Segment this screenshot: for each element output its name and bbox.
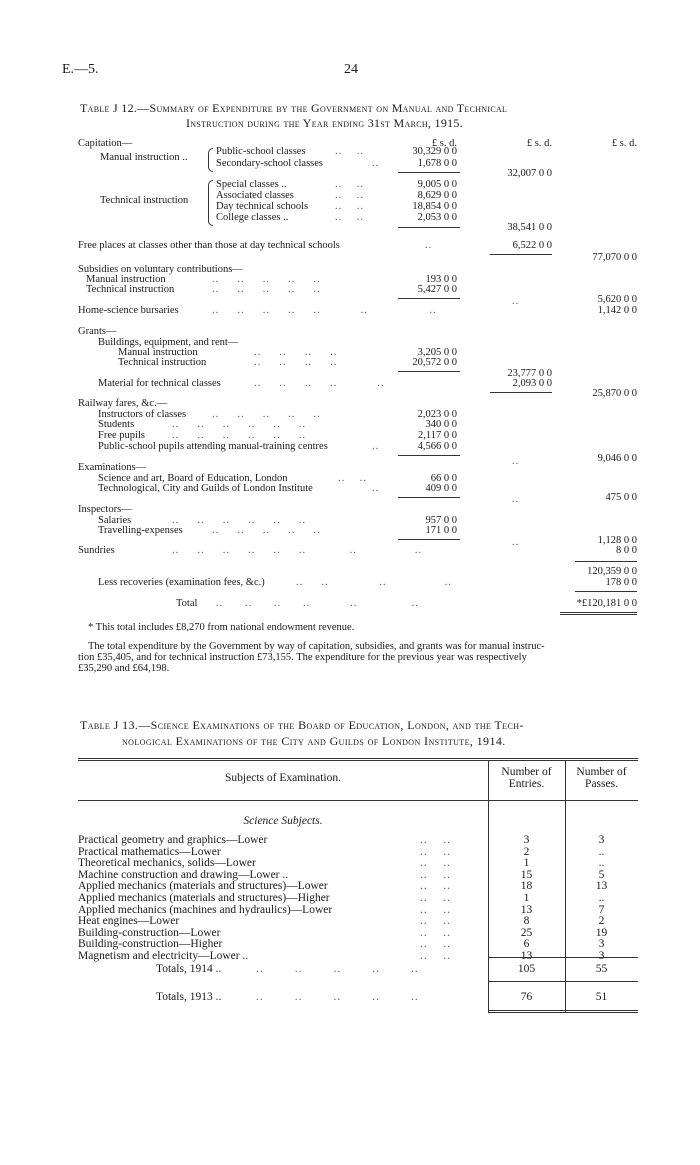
secondary-value: 1,678 0 0 (417, 158, 457, 169)
entries-value: 1 (523, 892, 530, 904)
buildings-label: Buildings, equipment, and rent— (98, 337, 239, 348)
passes-value: 19 (595, 926, 608, 939)
free-pupils-value: 2,117 0 0 (418, 430, 457, 441)
col-head-1: £ s. d. (431, 138, 457, 149)
subsidies-label: Subsidies on voluntary contributions— (78, 264, 243, 275)
para-line2: tion £35,405, and for technical instruction £73,155. The expenditure for the previous year was respectively (78, 652, 527, 663)
passes-value: 3 (598, 950, 605, 962)
table13-title-line2: nological Examinations of the City and Guilds of London Institute, 1914. (122, 734, 506, 748)
b-manual-value: 3,205 0 0 (417, 347, 457, 358)
page-number: 24 (344, 62, 358, 77)
col-head-2: £ s. d. (526, 138, 552, 149)
railway-label: Railway fares, &c.— (78, 398, 168, 409)
col-subjects-header: Subjects of Examination. (225, 772, 341, 784)
public-label: Public-school classes (216, 146, 306, 157)
passes-value: .. (598, 892, 605, 904)
subject-label: Building-construction—Higher (78, 938, 223, 951)
sundries-value: 8 0 0 (616, 545, 637, 556)
entries-value: 13 (520, 950, 533, 962)
buildings-total: 23,777 0 0 (507, 368, 552, 379)
instructors-value: 2,023 0 0 (417, 409, 457, 420)
free-label: Free places at classes other than those at day technical schools (78, 240, 340, 251)
travelling-label: Travelling-expenses (98, 525, 183, 536)
entries-value: 1 (523, 857, 530, 870)
subject-label: Applied mechanics (materials and structures)—Lower (78, 880, 328, 893)
technical-label: Technical instruction (100, 195, 189, 206)
manual-label: Manual instruction .. (100, 152, 188, 163)
day-value: 18,854 0 0 (412, 201, 457, 212)
total-label: Total (176, 598, 198, 609)
col-entries-header-2: Entries. (508, 778, 545, 790)
sub-manual-label: Manual instruction (86, 274, 166, 285)
free-pupils-label: Free pupils (98, 430, 145, 441)
totals-1914-passes: 55 (595, 963, 608, 975)
totals-1914-label: Totals, 1914 .. (156, 963, 222, 975)
associated-value: 8,629 0 0 (417, 190, 457, 201)
sub-tech-value: 5,427 0 0 (417, 284, 457, 295)
college-label: College classes .. (216, 212, 289, 223)
special-label: Special classes .. (216, 179, 287, 190)
college-value: 2,053 0 0 (417, 212, 457, 223)
day-label: Day technical schools (216, 201, 309, 212)
less-label: Less recoveries (examination fees, &c.) (98, 577, 265, 588)
page-ref: E.—5. (62, 62, 99, 77)
table12-title-line2: Instruction during the Year ending 31st March, 1915. (186, 116, 464, 130)
subject-label: Practical geometry and graphics—Lower (78, 834, 268, 846)
passes-value: 7 (598, 903, 605, 916)
associated-label: Associated classes (216, 190, 294, 201)
b-manual-label: Manual instruction (118, 347, 198, 358)
sub-tech-label: Technical instruction (86, 284, 175, 295)
inspectors-total: 1,128 0 0 (597, 535, 637, 546)
technological-value: 409 0 0 (425, 483, 457, 494)
entries-value: 2 (523, 845, 530, 858)
subject-label: Theoretical mechanics, solids—Lower (78, 857, 256, 870)
entries-value: 8 (523, 915, 530, 928)
material-label: Material for technical classes (98, 378, 221, 389)
salaries-value: 957 0 0 (425, 515, 457, 526)
totals-1913-entries: 76 (520, 991, 533, 1003)
col-head-3: £ s. d. (611, 138, 637, 149)
footnote: * This total includes £8,270 from national endowment revenue. (88, 622, 355, 633)
grants-total: 25,870 0 0 (592, 388, 637, 399)
total-value: *£120,181 0 0 (576, 598, 637, 609)
public-pupils-value: 4,566 0 0 (417, 441, 457, 452)
special-value: 9,005 0 0 (417, 179, 457, 190)
entries-value: 18 (520, 880, 533, 893)
b-tech-label: Technical instruction (118, 357, 207, 368)
subject-label: Machine construction and drawing—Lower .. (78, 868, 289, 881)
b-tech-value: 20,572 0 0 (412, 357, 457, 368)
material-value: 2,093 0 0 (512, 378, 552, 389)
entries-value: 15 (520, 868, 533, 881)
passes-value: 3 (598, 938, 605, 951)
public-pupils-label: Public-school pupils attending manual-training centres (98, 441, 328, 452)
table12-title-line1: Table J 12.—Summary of Expenditure by the Government on Manual and Technical (80, 101, 508, 115)
entries-value: 6 (523, 938, 530, 951)
passes-value: .. (598, 845, 605, 858)
free-value: 6,522 0 0 (512, 240, 552, 251)
para-line1: The total expenditure by the Government by way of capitation, subsidies, and grants was for manual instruc- (88, 641, 545, 652)
subject-label: Magnetism and electricity—Lower .. (78, 950, 249, 962)
technical-total: 38,541 0 0 (507, 222, 552, 233)
technological-label: Technological, City and Guilds of London Institute (98, 483, 313, 494)
railway-total: 9,046 0 0 (597, 453, 637, 464)
col-passes-header-1: Number of (576, 766, 627, 778)
totals-1913-passes: 51 (595, 991, 608, 1003)
totals-1913-label: Totals, 1913 .. (156, 991, 222, 1003)
home-label: Home-science bursaries (78, 305, 179, 316)
table13-title-line1: Table J 13.—Science Examinations of the Board of Education, London, and the Tech- (80, 718, 524, 732)
capitation-label: Capitation— (78, 138, 133, 149)
entries-value: 13 (520, 903, 533, 916)
subject-label: Applied mechanics (machines and hydraulics)—Lower (78, 903, 333, 916)
home-value: 1,142 0 0 (597, 305, 637, 316)
entries-value: 3 (523, 834, 530, 846)
secondary-label: Secondary-school classes (216, 158, 324, 169)
col-passes-header-2: Passes. (585, 778, 618, 790)
grants-label: Grants— (78, 326, 117, 337)
students-value: 340 0 0 (425, 419, 457, 430)
exams-total: 475 0 0 (605, 492, 637, 503)
students-label: Students (98, 419, 135, 430)
totals-1914-entries: 105 (517, 963, 536, 975)
sub-manual-value: 193 0 0 (425, 274, 457, 285)
subject-label: Building-construction—Lower (78, 926, 221, 939)
passes-value: 2 (598, 915, 605, 928)
sundries-label: Sundries (78, 545, 115, 556)
subtotal-value: 120,359 0 0 (587, 566, 637, 577)
travelling-value: 171 0 0 (425, 525, 457, 536)
capitation-total: 77,070 0 0 (592, 252, 637, 263)
manual-total: 32,007 0 0 (507, 168, 552, 179)
instructors-label: Instructors of classes (98, 409, 187, 420)
section-science-subjects: Science Subjects. (243, 815, 323, 827)
less-value: 178 0 0 (605, 577, 637, 588)
passes-value: 3 (598, 834, 605, 846)
subsidies-total: 5,620 0 0 (597, 294, 637, 305)
subject-label: Applied mechanics (materials and structures)—Higher (78, 892, 330, 904)
inspectors-label: Inspectors— (78, 504, 132, 515)
passes-value: 13 (595, 880, 608, 893)
para-line3: £35,290 and £64,198. (78, 663, 170, 674)
science-art-value: 66 0 0 (430, 473, 457, 484)
passes-value: 5 (598, 868, 605, 881)
passes-value: .. (598, 857, 605, 870)
exams-label: Examinations— (78, 462, 147, 473)
subject-label: Heat engines—Lower (78, 915, 180, 928)
public-value: 30,329 0 0 (412, 146, 457, 157)
salaries-label: Salaries (98, 515, 132, 526)
entries-value: 25 (520, 926, 533, 939)
science-art-label: Science and art, Board of Education, London (98, 473, 288, 484)
subject-label: Practical mathematics—Lower (78, 845, 221, 858)
col-entries-header-1: Number of (501, 766, 552, 778)
